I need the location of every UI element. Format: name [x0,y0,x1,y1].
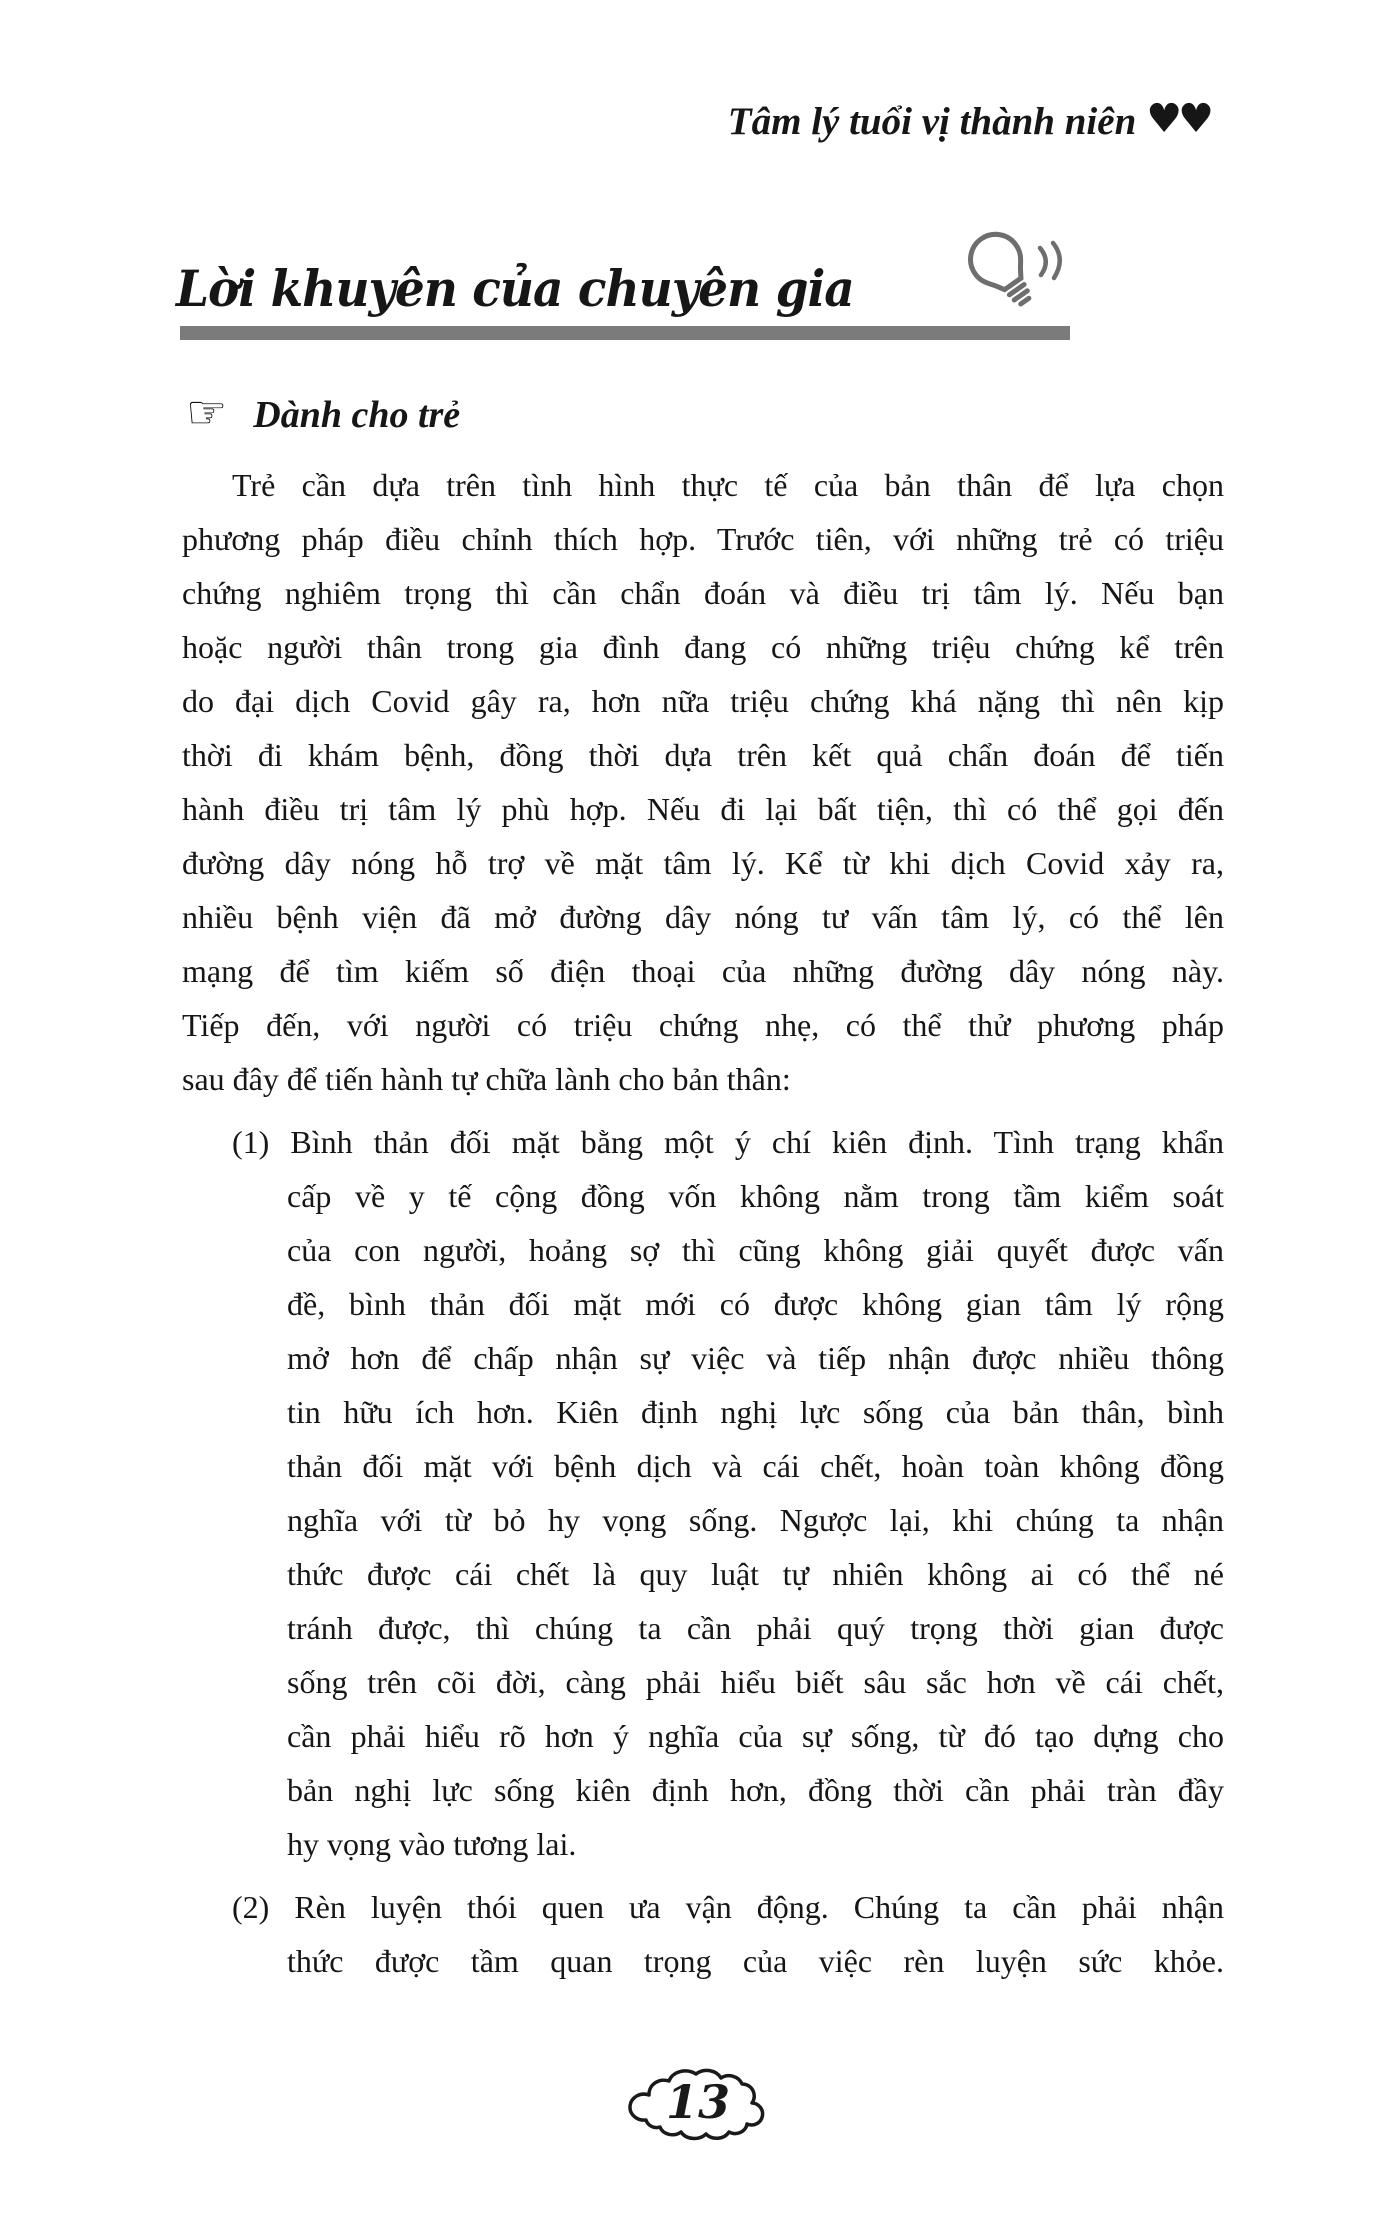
text-line: cấp về y tế cộng đồng vốn không nằm trong tầm kiểm soát [287,1178,1224,1214]
heading-rule-bar [180,326,1070,340]
text-line: sống trên cõi đời, càng phải hiểu biết sâu sắc hơn về cái chết, [287,1664,1224,1700]
text-line: Trẻ cần dựa trên tình hình thực tế của bản thân để lựa chọn [232,467,1224,503]
text-line: nhiều bệnh viện đã mở đường dây nóng tư vấn tâm lý, có thể lên [182,899,1224,935]
text-line: thức được tầm quan trọng của việc rèn luyện sức khỏe. [287,1943,1224,1979]
text-line: của con người, hoảng sợ thì cũng không giải quyết được vấn [287,1232,1224,1268]
text-line: Tiếp đến, với người có triệu chứng nhẹ, có thể thử phương pháp [182,1007,1224,1043]
running-header [728,98,1210,144]
pointing-hand-icon: ☞ [186,385,228,439]
text-line: nghĩa với từ bỏ hy vọng sống. Ngược lại, khi chúng ta nhận [287,1502,1224,1538]
heart-icons: ♥♥ [1146,96,1210,142]
subsection-title: Dành cho trẻ [253,394,461,436]
page-number-cloud [616,2054,780,2163]
text-line: chứng nghiêm trọng thì cần chẩn đoán và điều trị tâm lý. Nếu bạn [182,575,1224,611]
text-line: hy vọng vào tương lai. [287,1826,577,1862]
text-line: tin hữu ích hơn. Kiên định nghị lực sống của bản thân, bình [287,1394,1224,1430]
page-number: 13 [665,2075,731,2129]
text-line: sau đây để tiến hành tự chữa lành cho bản thân: [182,1061,791,1097]
text-line: (1) Bình thản đối mặt bằng một ý chí kiên định. Tình trạng khẩn [232,1124,1224,1160]
intro-paragraph [182,458,1224,1106]
text-line: hành điều trị tâm lý phù hợp. Nếu đi lại bất tiện, thì có thể gọi đến [182,791,1224,827]
text-line: (2) Rèn luyện thói quen ưa vận động. Chúng ta cần phải nhận [232,1889,1224,1925]
text-line: đường dây nóng hỗ trợ về mặt tâm lý. Kể từ khi dịch Covid xảy ra, [182,845,1224,881]
subsection-heading [186,385,461,439]
text-line: bản nghị lực sống kiên định hơn, đồng thời cần phải tràn đầy [287,1772,1224,1808]
text-line: mở hơn để chấp nhận sự việc và tiếp nhận được nhiều thông [287,1340,1224,1376]
body-text [182,458,1224,1988]
text-line: hoặc người thân trong gia đình đang có những triệu chứng kể trên [182,629,1224,665]
text-line: thức được cái chết là quy luật tự nhiên không ai có thể né [287,1556,1224,1592]
text-line: mạng để tìm kiếm số điện thoại của những đường dây nóng này. [182,953,1224,989]
text-line: thời đi khám bệnh, đồng thời dựa trên kết quả chẩn đoán để tiến [182,737,1224,773]
lightbulb-icon [958,222,1076,329]
section-title: Lời khuyên của chuyên gia [176,260,854,319]
text-line: tránh được, thì chúng ta cần phải quý trọng thời gian được [287,1610,1224,1646]
text-line: thản đối mặt với bệnh dịch và cái chết, hoàn toàn không đồng [287,1448,1224,1484]
text-line: phương pháp điều chỉnh thích hợp. Trước tiên, với những trẻ có triệu [182,521,1224,557]
text-line: đề, bình thản đối mặt mới có được không gian tâm lý rộng [287,1286,1224,1322]
list-item-1 [182,1115,1224,1871]
list-item-2 [182,1880,1224,1988]
running-header-title: Tâm lý tuổi vị thành niên [727,99,1137,143]
text-line: do đại dịch Covid gây ra, hơn nữa triệu chứng khá nặng thì nên kịp [182,683,1224,719]
text-line: cần phải hiểu rõ hơn ý nghĩa của sự sống, từ đó tạo dựng cho [287,1718,1224,1754]
